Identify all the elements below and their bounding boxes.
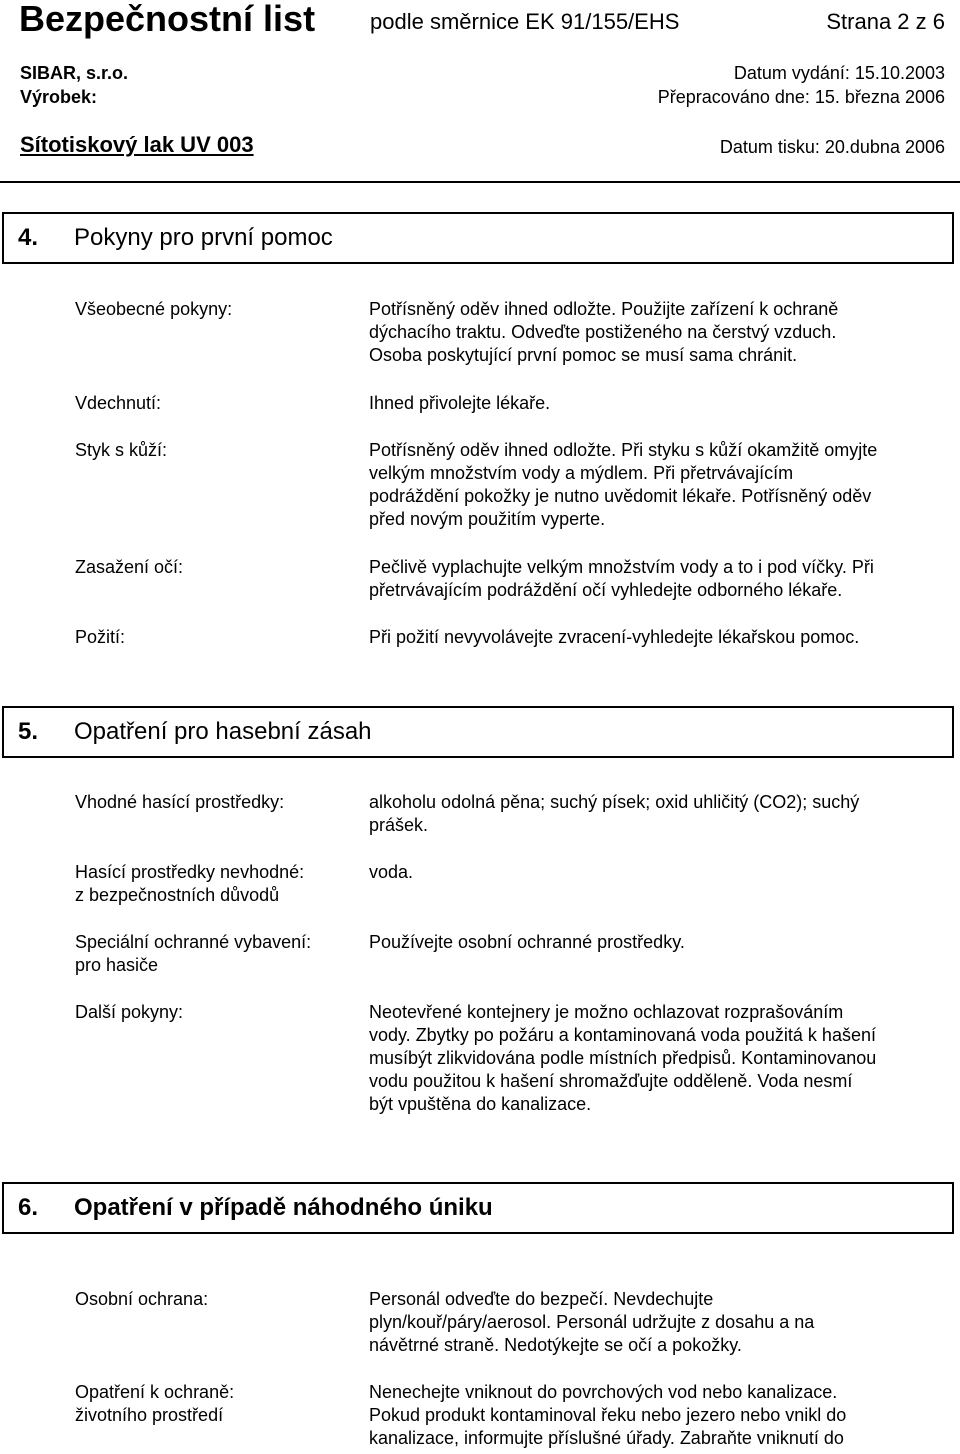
section-5-header <box>2 706 954 758</box>
field-value: Potřísněný oděv ihned odložte. Při styku s kůží okamžitě omyjte velkým množstvím vody a mýdlem. Při přetrvávajícím podráždění pokožky je nutno uvědomit lékaře. Potřísněný oděv před novým použitím vyperte. <box>369 440 878 529</box>
field-label: Osobní ochrana: <box>75 1289 209 1309</box>
field-label: Vdechnutí: <box>75 393 162 413</box>
section-number: 4. <box>18 224 39 251</box>
print-date: Datum tisku: 20.dubna 2006 <box>719 137 945 157</box>
product-label: Výrobek: <box>20 87 98 107</box>
document-title: Bezpečnostní list <box>19 0 316 39</box>
field-value: Pečlivě vyplachujte velkým množstvím vody a to i pod víčky. Při přetrvávajícím podráždění očí vyhledejte odborného lékaře. <box>369 557 874 600</box>
header-divider <box>0 181 960 183</box>
field-label: Styk s kůží: <box>75 440 168 460</box>
section-6-header <box>2 1182 954 1234</box>
directive-text: podle směrnice EK 91/155/EHS <box>370 9 680 34</box>
product-name: Sítotiskový lak UV 003 <box>20 132 254 157</box>
field-value: alkoholu odolná pěna; suchý písek; oxid uhličitý (CO2); suchý prášek. <box>369 792 860 835</box>
field-value: Používejte osobní ochranné prostředky. <box>369 932 685 952</box>
field-label: Speciální ochranné vybavení: pro hasiče <box>75 932 312 975</box>
field-value: Neotevřené kontejnery je možno ochlazovat rozprašováním vody. Zbytky po požáru a kontaminovaná voda použitá k hašení musíbýt zlikvidována podle místních předpisů. Kontaminovanou vodu použitou k hašení shromažďujte odděleně. Voda nesmí být vpuštěna do kanalizace. <box>369 1002 877 1114</box>
field-label: Opatření k ochraně: životního prostředí <box>75 1382 235 1425</box>
field-value: Potřísněný oděv ihned odložte. Použijte zařízení k ochraně dýchacího traktu. Odveďte postiženého na čerstvý vzduch. Osoba poskytující první pomoc se musí sama chránit. <box>369 299 839 365</box>
revision-date: Přepracováno dne: 15. března 2006 <box>657 87 945 107</box>
company-name: SIBAR, s.r.o. <box>20 63 129 83</box>
section-number: 5. <box>18 718 39 745</box>
field-value: Při požití nevyvolávejte zvracení-vyhledejte lékařskou pomoc. <box>369 627 860 647</box>
field-value: Personál odveďte do bezpečí. Nevdechujte plyn/kouř/páry/aerosol. Personál udržujte z dosahu a na návětrné straně. Nedotýkejte se očí a pokožky. <box>369 1289 815 1355</box>
field-label: Zasažení očí: <box>75 557 184 577</box>
field-label: Všeobecné pokyny: <box>75 299 233 319</box>
section-title: Pokyny pro první pomoc <box>74 224 333 251</box>
field-label: Požití: <box>75 627 126 647</box>
page-number: Strana 2 z 6 <box>826 9 945 34</box>
section-title: Opatření pro hasební zásah <box>74 718 372 745</box>
field-label: Další pokyny: <box>75 1002 184 1022</box>
field-value: voda. <box>369 862 414 882</box>
issue-date: Datum vydání: 15.10.2003 <box>733 63 945 83</box>
section-title: Opatření v případě náhodného úniku <box>74 1194 493 1221</box>
field-value: Ihned přivolejte lékaře. <box>369 393 551 413</box>
section-number: 6. <box>18 1194 39 1221</box>
section-4-header <box>2 212 954 264</box>
field-value: Nenechejte vniknout do povrchových vod nebo kanalizace. Pokud produkt kontaminoval řeku nebo jezero nebo vnikl do kanalizace, informujte příslušné úřady. Zabraňte vniknutí do <box>369 1382 847 1448</box>
field-label: Vhodné hasící prostředky: <box>75 792 285 812</box>
field-label: Hasící prostředky nevhodné: z bezpečnostních důvodů <box>75 862 305 905</box>
